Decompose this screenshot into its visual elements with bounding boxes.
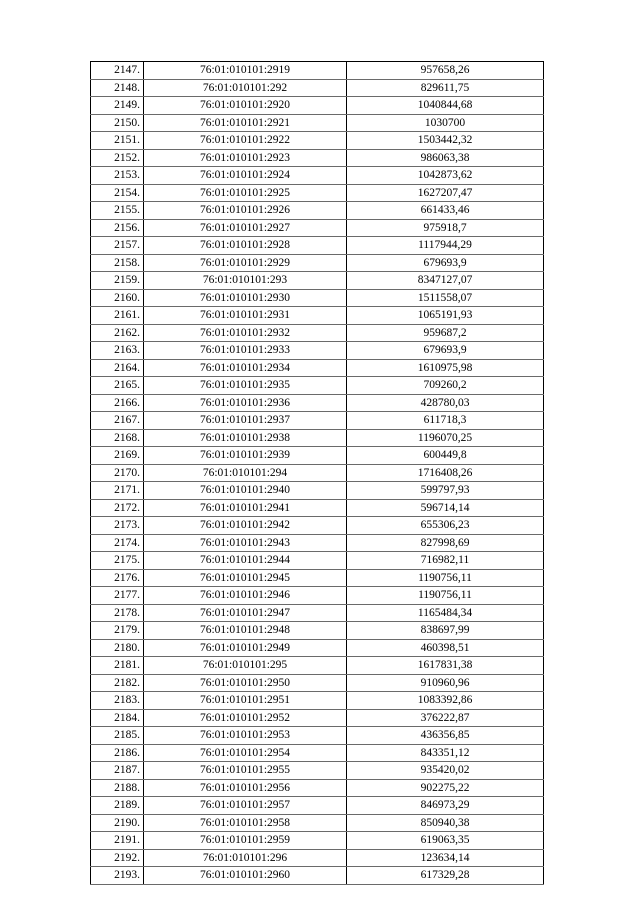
cadastral-number: 76:01:010101:2959 bbox=[144, 832, 347, 850]
row-number: 2175. bbox=[91, 552, 144, 570]
cadastral-number: 76:01:010101:2951 bbox=[144, 692, 347, 710]
cadastral-number: 76:01:010101:2937 bbox=[144, 412, 347, 430]
row-number: 2181. bbox=[91, 657, 144, 675]
table-row bbox=[91, 762, 544, 780]
cadastral-number: 76:01:010101:2924 bbox=[144, 167, 347, 185]
table-row bbox=[91, 552, 544, 570]
table-row bbox=[91, 674, 544, 692]
cadastral-number: 76:01:010101:2941 bbox=[144, 499, 347, 517]
row-number: 2168. bbox=[91, 429, 144, 447]
cadastral-value: 619063,35 bbox=[347, 832, 544, 850]
cadastral-value: 655306,23 bbox=[347, 517, 544, 535]
table-row bbox=[91, 324, 544, 342]
row-number: 2162. bbox=[91, 324, 144, 342]
table-body bbox=[91, 62, 544, 885]
cadastral-value: 460398,51 bbox=[347, 639, 544, 657]
cadastral-number: 76:01:010101:2920 bbox=[144, 97, 347, 115]
row-number: 2183. bbox=[91, 692, 144, 710]
row-number: 2193. bbox=[91, 867, 144, 885]
cadastral-value: 1083392,86 bbox=[347, 692, 544, 710]
row-number: 2149. bbox=[91, 97, 144, 115]
table-row bbox=[91, 79, 544, 97]
row-number: 2185. bbox=[91, 727, 144, 745]
row-number: 2163. bbox=[91, 342, 144, 360]
table-row bbox=[91, 254, 544, 272]
cadastral-number: 76:01:010101:2956 bbox=[144, 779, 347, 797]
cadastral-number: 76:01:010101:2950 bbox=[144, 674, 347, 692]
cadastral-number: 76:01:010101:2947 bbox=[144, 604, 347, 622]
cadastral-value: 376222,87 bbox=[347, 709, 544, 727]
row-number: 2153. bbox=[91, 167, 144, 185]
row-number: 2180. bbox=[91, 639, 144, 657]
table-row bbox=[91, 517, 544, 535]
row-number: 2156. bbox=[91, 219, 144, 237]
row-number: 2192. bbox=[91, 849, 144, 867]
cadastral-number: 76:01:010101:2949 bbox=[144, 639, 347, 657]
row-number: 2187. bbox=[91, 762, 144, 780]
cadastral-value: 661433,46 bbox=[347, 202, 544, 220]
cadastral-value: 1617831,38 bbox=[347, 657, 544, 675]
cadastral-value: 611718,3 bbox=[347, 412, 544, 430]
table-row bbox=[91, 814, 544, 832]
table-row bbox=[91, 779, 544, 797]
cadastral-number: 76:01:010101:295 bbox=[144, 657, 347, 675]
table-row bbox=[91, 237, 544, 255]
row-number: 2190. bbox=[91, 814, 144, 832]
row-number: 2155. bbox=[91, 202, 144, 220]
cadastral-value: 986063,38 bbox=[347, 149, 544, 167]
cadastral-value: 1165484,34 bbox=[347, 604, 544, 622]
cadastral-number: 76:01:010101:2929 bbox=[144, 254, 347, 272]
row-number: 2169. bbox=[91, 447, 144, 465]
cadastral-value: 8347127,07 bbox=[347, 272, 544, 290]
cadastral-value: 850940,38 bbox=[347, 814, 544, 832]
table-row bbox=[91, 289, 544, 307]
row-number: 2170. bbox=[91, 464, 144, 482]
table-row bbox=[91, 797, 544, 815]
cadastral-value: 596714,14 bbox=[347, 499, 544, 517]
cadastral-value: 959687,2 bbox=[347, 324, 544, 342]
table-row bbox=[91, 377, 544, 395]
row-number: 2176. bbox=[91, 569, 144, 587]
row-number: 2158. bbox=[91, 254, 144, 272]
table-row bbox=[91, 622, 544, 640]
cadastral-number: 76:01:010101:2939 bbox=[144, 447, 347, 465]
row-number: 2178. bbox=[91, 604, 144, 622]
cadastral-number: 76:01:010101:2931 bbox=[144, 307, 347, 325]
table-row bbox=[91, 482, 544, 500]
cadastral-value: 827998,69 bbox=[347, 534, 544, 552]
table-row bbox=[91, 184, 544, 202]
table-row bbox=[91, 849, 544, 867]
cadastral-value: 935420,02 bbox=[347, 762, 544, 780]
table-row bbox=[91, 692, 544, 710]
table-row bbox=[91, 307, 544, 325]
cadastral-value: 679693,9 bbox=[347, 254, 544, 272]
table-row bbox=[91, 219, 544, 237]
table-row bbox=[91, 832, 544, 850]
cadastral-number: 76:01:010101:2923 bbox=[144, 149, 347, 167]
cadastral-value: 910960,96 bbox=[347, 674, 544, 692]
cadastral-number: 76:01:010101:2936 bbox=[144, 394, 347, 412]
table-row bbox=[91, 97, 544, 115]
cadastral-number: 76:01:010101:2933 bbox=[144, 342, 347, 360]
row-number: 2182. bbox=[91, 674, 144, 692]
table-row bbox=[91, 867, 544, 885]
cadastral-value: 1610975,98 bbox=[347, 359, 544, 377]
cadastral-number: 76:01:010101:2925 bbox=[144, 184, 347, 202]
row-number: 2184. bbox=[91, 709, 144, 727]
cadastral-value: 1065191,93 bbox=[347, 307, 544, 325]
cadastral-value: 838697,99 bbox=[347, 622, 544, 640]
table-row bbox=[91, 202, 544, 220]
table-row bbox=[91, 272, 544, 290]
table-row bbox=[91, 132, 544, 150]
table-row bbox=[91, 359, 544, 377]
cadastral-value: 1511558,07 bbox=[347, 289, 544, 307]
row-number: 2189. bbox=[91, 797, 144, 815]
row-number: 2177. bbox=[91, 587, 144, 605]
cadastral-number: 76:01:010101:296 bbox=[144, 849, 347, 867]
cadastral-number: 76:01:010101:2927 bbox=[144, 219, 347, 237]
cadastral-value: 902275,22 bbox=[347, 779, 544, 797]
table-row bbox=[91, 499, 544, 517]
cadastral-number: 76:01:010101:2960 bbox=[144, 867, 347, 885]
cadastral-value: 1042873,62 bbox=[347, 167, 544, 185]
cadastral-value: 1627207,47 bbox=[347, 184, 544, 202]
cadastral-number: 76:01:010101:2928 bbox=[144, 237, 347, 255]
cadastral-value: 123634,14 bbox=[347, 849, 544, 867]
cadastral-number: 76:01:010101:2926 bbox=[144, 202, 347, 220]
row-number: 2159. bbox=[91, 272, 144, 290]
cadastral-number: 76:01:010101:2946 bbox=[144, 587, 347, 605]
cadastral-value: 1190756,11 bbox=[347, 587, 544, 605]
table-row bbox=[91, 657, 544, 675]
row-number: 2147. bbox=[91, 62, 144, 80]
row-number: 2151. bbox=[91, 132, 144, 150]
cadastral-value: 1716408,26 bbox=[347, 464, 544, 482]
table-row bbox=[91, 412, 544, 430]
table-row bbox=[91, 727, 544, 745]
cadastral-number: 76:01:010101:2945 bbox=[144, 569, 347, 587]
row-number: 2160. bbox=[91, 289, 144, 307]
cadastral-number: 76:01:010101:2922 bbox=[144, 132, 347, 150]
row-number: 2157. bbox=[91, 237, 144, 255]
cadastral-value: 1503442,32 bbox=[347, 132, 544, 150]
cadastral-number: 76:01:010101:2940 bbox=[144, 482, 347, 500]
cadastral-value: 1190756,11 bbox=[347, 569, 544, 587]
cadastral-number: 76:01:010101:292 bbox=[144, 79, 347, 97]
cadastral-number: 76:01:010101:2958 bbox=[144, 814, 347, 832]
table-row bbox=[91, 709, 544, 727]
cadastral-number: 76:01:010101:2930 bbox=[144, 289, 347, 307]
cadastral-number: 76:01:010101:2954 bbox=[144, 744, 347, 762]
table-row bbox=[91, 447, 544, 465]
row-number: 2164. bbox=[91, 359, 144, 377]
cadastral-value: 600449,8 bbox=[347, 447, 544, 465]
cadastral-value: 1196070,25 bbox=[347, 429, 544, 447]
table-row bbox=[91, 342, 544, 360]
row-number: 2188. bbox=[91, 779, 144, 797]
row-number: 2154. bbox=[91, 184, 144, 202]
table-row bbox=[91, 464, 544, 482]
row-number: 2186. bbox=[91, 744, 144, 762]
row-number: 2191. bbox=[91, 832, 144, 850]
cadastral-value: 716982,11 bbox=[347, 552, 544, 570]
cadastral-value: 1030700 bbox=[347, 114, 544, 132]
row-number: 2161. bbox=[91, 307, 144, 325]
cadastral-value: 617329,28 bbox=[347, 867, 544, 885]
cadastral-value-table bbox=[90, 61, 544, 885]
cadastral-number: 76:01:010101:2957 bbox=[144, 797, 347, 815]
table-row bbox=[91, 569, 544, 587]
cadastral-value: 975918,7 bbox=[347, 219, 544, 237]
table-row bbox=[91, 604, 544, 622]
table-row bbox=[91, 534, 544, 552]
cadastral-value: 846973,29 bbox=[347, 797, 544, 815]
cadastral-number: 76:01:010101:2952 bbox=[144, 709, 347, 727]
row-number: 2171. bbox=[91, 482, 144, 500]
row-number: 2166. bbox=[91, 394, 144, 412]
cadastral-number: 76:01:010101:2944 bbox=[144, 552, 347, 570]
cadastral-value: 843351,12 bbox=[347, 744, 544, 762]
cadastral-number: 76:01:010101:2942 bbox=[144, 517, 347, 535]
cadastral-number: 76:01:010101:2938 bbox=[144, 429, 347, 447]
row-number: 2165. bbox=[91, 377, 144, 395]
table-row bbox=[91, 62, 544, 80]
row-number: 2148. bbox=[91, 79, 144, 97]
cadastral-number: 76:01:010101:2948 bbox=[144, 622, 347, 640]
row-number: 2174. bbox=[91, 534, 144, 552]
cadastral-value: 599797,93 bbox=[347, 482, 544, 500]
row-number: 2173. bbox=[91, 517, 144, 535]
cadastral-number: 76:01:010101:2935 bbox=[144, 377, 347, 395]
row-number: 2179. bbox=[91, 622, 144, 640]
row-number: 2172. bbox=[91, 499, 144, 517]
table-row bbox=[91, 639, 544, 657]
cadastral-value: 679693,9 bbox=[347, 342, 544, 360]
cadastral-number: 76:01:010101:293 bbox=[144, 272, 347, 290]
table-row bbox=[91, 744, 544, 762]
cadastral-value: 1040844,68 bbox=[347, 97, 544, 115]
cadastral-number: 76:01:010101:2934 bbox=[144, 359, 347, 377]
cadastral-number: 76:01:010101:2919 bbox=[144, 62, 347, 80]
table-row bbox=[91, 149, 544, 167]
cadastral-value: 1117944,29 bbox=[347, 237, 544, 255]
cadastral-value: 957658,26 bbox=[347, 62, 544, 80]
row-number: 2167. bbox=[91, 412, 144, 430]
cadastral-value: 428780,03 bbox=[347, 394, 544, 412]
cadastral-number: 76:01:010101:2921 bbox=[144, 114, 347, 132]
table-row bbox=[91, 429, 544, 447]
cadastral-number: 76:01:010101:2955 bbox=[144, 762, 347, 780]
table-row bbox=[91, 587, 544, 605]
table-row bbox=[91, 167, 544, 185]
cadastral-value: 829611,75 bbox=[347, 79, 544, 97]
cadastral-number: 76:01:010101:294 bbox=[144, 464, 347, 482]
table-row bbox=[91, 114, 544, 132]
cadastral-number: 76:01:010101:2943 bbox=[144, 534, 347, 552]
table-row bbox=[91, 394, 544, 412]
row-number: 2150. bbox=[91, 114, 144, 132]
cadastral-number: 76:01:010101:2932 bbox=[144, 324, 347, 342]
row-number: 2152. bbox=[91, 149, 144, 167]
cadastral-value: 436356,85 bbox=[347, 727, 544, 745]
cadastral-value: 709260,2 bbox=[347, 377, 544, 395]
cadastral-number: 76:01:010101:2953 bbox=[144, 727, 347, 745]
